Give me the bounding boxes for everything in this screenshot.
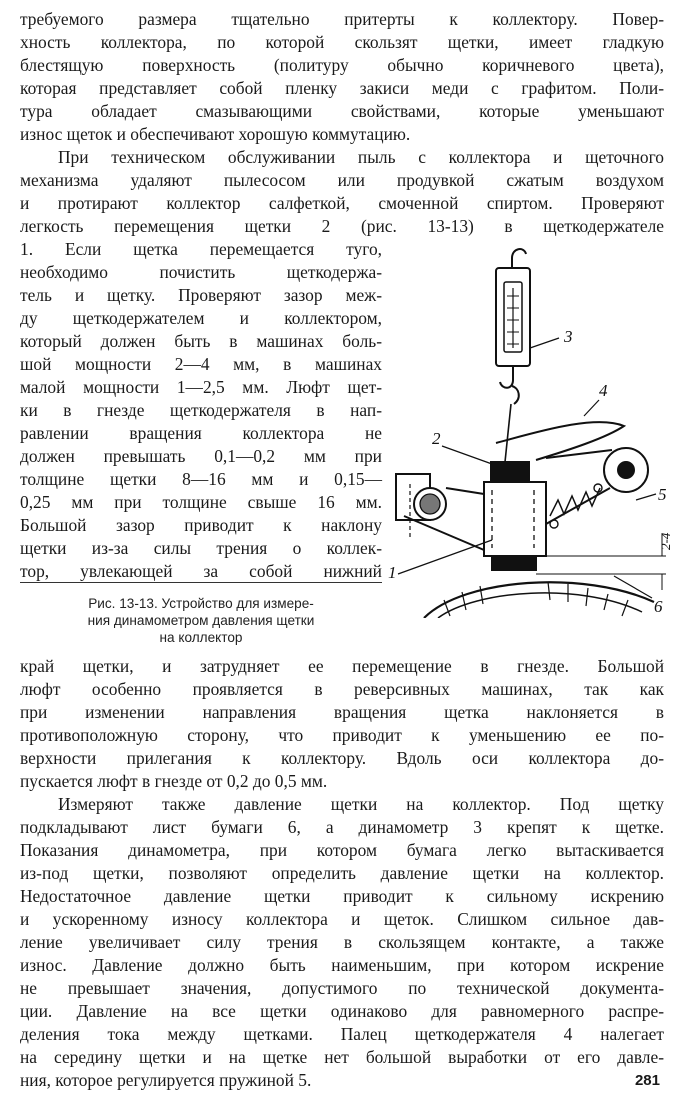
figure-label-5: 5 — [658, 485, 667, 504]
text-line: тель и щетку. Проверяют зазор меж- — [20, 285, 382, 305]
gap-dimension-label: 2-4 — [658, 532, 673, 550]
text-line: пускается люфт в гнезде от 0,2 до 0,5 мм. — [20, 771, 328, 791]
text-line: и протирают коллектор салфеткой, смоченной спиртом. Проверяют — [20, 193, 664, 213]
text-line: требуемого размера тщательно притерты к коллектору. Повер- — [20, 9, 664, 29]
figure-label-6: 6 — [654, 597, 663, 616]
text-line: не превышает значения, допустимого по технической документа- — [20, 978, 664, 998]
text-line: малой мощности 1—2,5 мм. Люфт щет- — [20, 377, 382, 397]
figure-label-4: 4 — [599, 381, 608, 400]
text-line: 1. Если щетка перемещается туго, — [20, 239, 382, 259]
pressure-finger — [496, 422, 624, 460]
text-line: хность коллектора, по которой скользят щетки, имеет гладкую — [20, 32, 664, 52]
text-line: подкладывают лист бумаги 6, а динамометр 3 крепят к щетке. — [20, 817, 664, 837]
text-line: износ щеток и обеспечивают хорошую коммутацию. — [20, 124, 411, 144]
text-line: Измеряют также давление щетки на коллектор. Под щетку — [58, 794, 664, 814]
text-line: который должен быть в машинах боль- — [20, 331, 382, 351]
text-line: и ускоренному износу коллектора и щеток. Слишком сильное дав- — [20, 909, 664, 929]
text-line: люфт особенно проявляется в реверсивных машинах, так как — [20, 679, 664, 699]
caption-line: на коллектор — [159, 630, 243, 645]
text-line: Большой зазор приводит к наклону — [20, 515, 382, 535]
brush-bottom — [492, 556, 536, 570]
brush-top-serrated — [491, 462, 529, 482]
text-line: деления тока между щетками. Палец щеткодержателя 4 налегает — [20, 1024, 664, 1044]
text-line: легкость перемещения щетки 2 (рис. 13-13) в щеткодержателе — [20, 216, 664, 236]
figure-13-13-dynamometer-drawing — [384, 238, 674, 618]
figure-label-3: 3 — [564, 327, 573, 346]
text-line: равлении вращения коллектора не — [20, 423, 382, 443]
figure-label-1: 1 — [388, 563, 397, 582]
figure-label-2: 2 — [432, 429, 441, 448]
text-line: ки в гнезде щеткодержателя в нап- — [20, 400, 382, 420]
text-line: при изменении направления вращения щетка наклоняется в — [20, 702, 664, 722]
text-line: противоположную сторону, что приводит к уменьшению ее по- — [20, 725, 664, 745]
text-line: шой мощности 2—4 мм, в машинах — [20, 354, 382, 374]
text-line: Показания динамометра, при котором бумага легко вытаскивается — [20, 840, 664, 860]
text-line: толщине щетки 8—16 мм и 0,15— — [20, 469, 382, 489]
commutator-outer-arc — [424, 582, 654, 618]
text-line: на середину щетки и на щетке нет большой выработки от его давле- — [20, 1047, 664, 1067]
text-line: верхности прилегания к коллектору. Вдоль оси коллектора до- — [20, 748, 664, 768]
text-line: ление увеличивает силу трения в скользящем контакте, а также — [20, 932, 664, 952]
text-line: тура обладает смазывающими свойствами, которые уменьшают — [20, 101, 664, 121]
text-line: край щетки, и затрудняет ее перемещение в гнезде. Большой — [20, 656, 664, 676]
text-line: Недостаточное давление щетки приводит к сильному искрению — [20, 886, 664, 906]
text-line: щетки из-за силы трения о коллек- — [20, 538, 382, 558]
text-line: ния, которое регулируется пружиной 5. — [20, 1070, 312, 1090]
text-line: которая представляет собой пленку закиси меди с графитом. Поли- — [20, 78, 664, 98]
caption-line: ния динамометром давления щетки — [87, 613, 315, 628]
text-line: тор, увлекающей за собой нижний — [20, 561, 382, 581]
text-line: При техническом обслуживании пыль с коллектора и щеточного — [58, 147, 664, 167]
text-line: блестящую поверхность (политуру обычно коричневого цвета), — [20, 55, 664, 75]
text-line: должен превышать 0,1—0,2 мм при — [20, 446, 382, 466]
page-number: 281 — [634, 1072, 660, 1089]
text-line: износ. Давление должно быть наименьшим, при котором искрение — [20, 955, 664, 975]
text-line: необходимо почистить щеткодержа- — [20, 262, 382, 282]
text-line: 0,25 мм при толщине свыше 16 мм. — [20, 492, 382, 512]
text-line: из-под щетки, позволяют определить давление щетки на коллектор. — [20, 863, 664, 883]
text-line: ду щеткодержателем и коллектором, — [20, 308, 382, 328]
spring — [550, 488, 600, 516]
brush-holder — [484, 482, 546, 556]
caption-divider — [20, 582, 382, 583]
caption-line: Рис. 13-13. Устройство для измере- — [88, 596, 314, 611]
text-line: механизма удаляют пылесосом или продувкой сжатым воздухом — [20, 170, 664, 190]
text-line: ции. Давление на все щетки одинаково для равномерного распре- — [20, 1001, 664, 1021]
commutator-inner-arc — [438, 593, 642, 618]
bottom-hook — [500, 366, 513, 388]
top-hook — [512, 249, 526, 268]
